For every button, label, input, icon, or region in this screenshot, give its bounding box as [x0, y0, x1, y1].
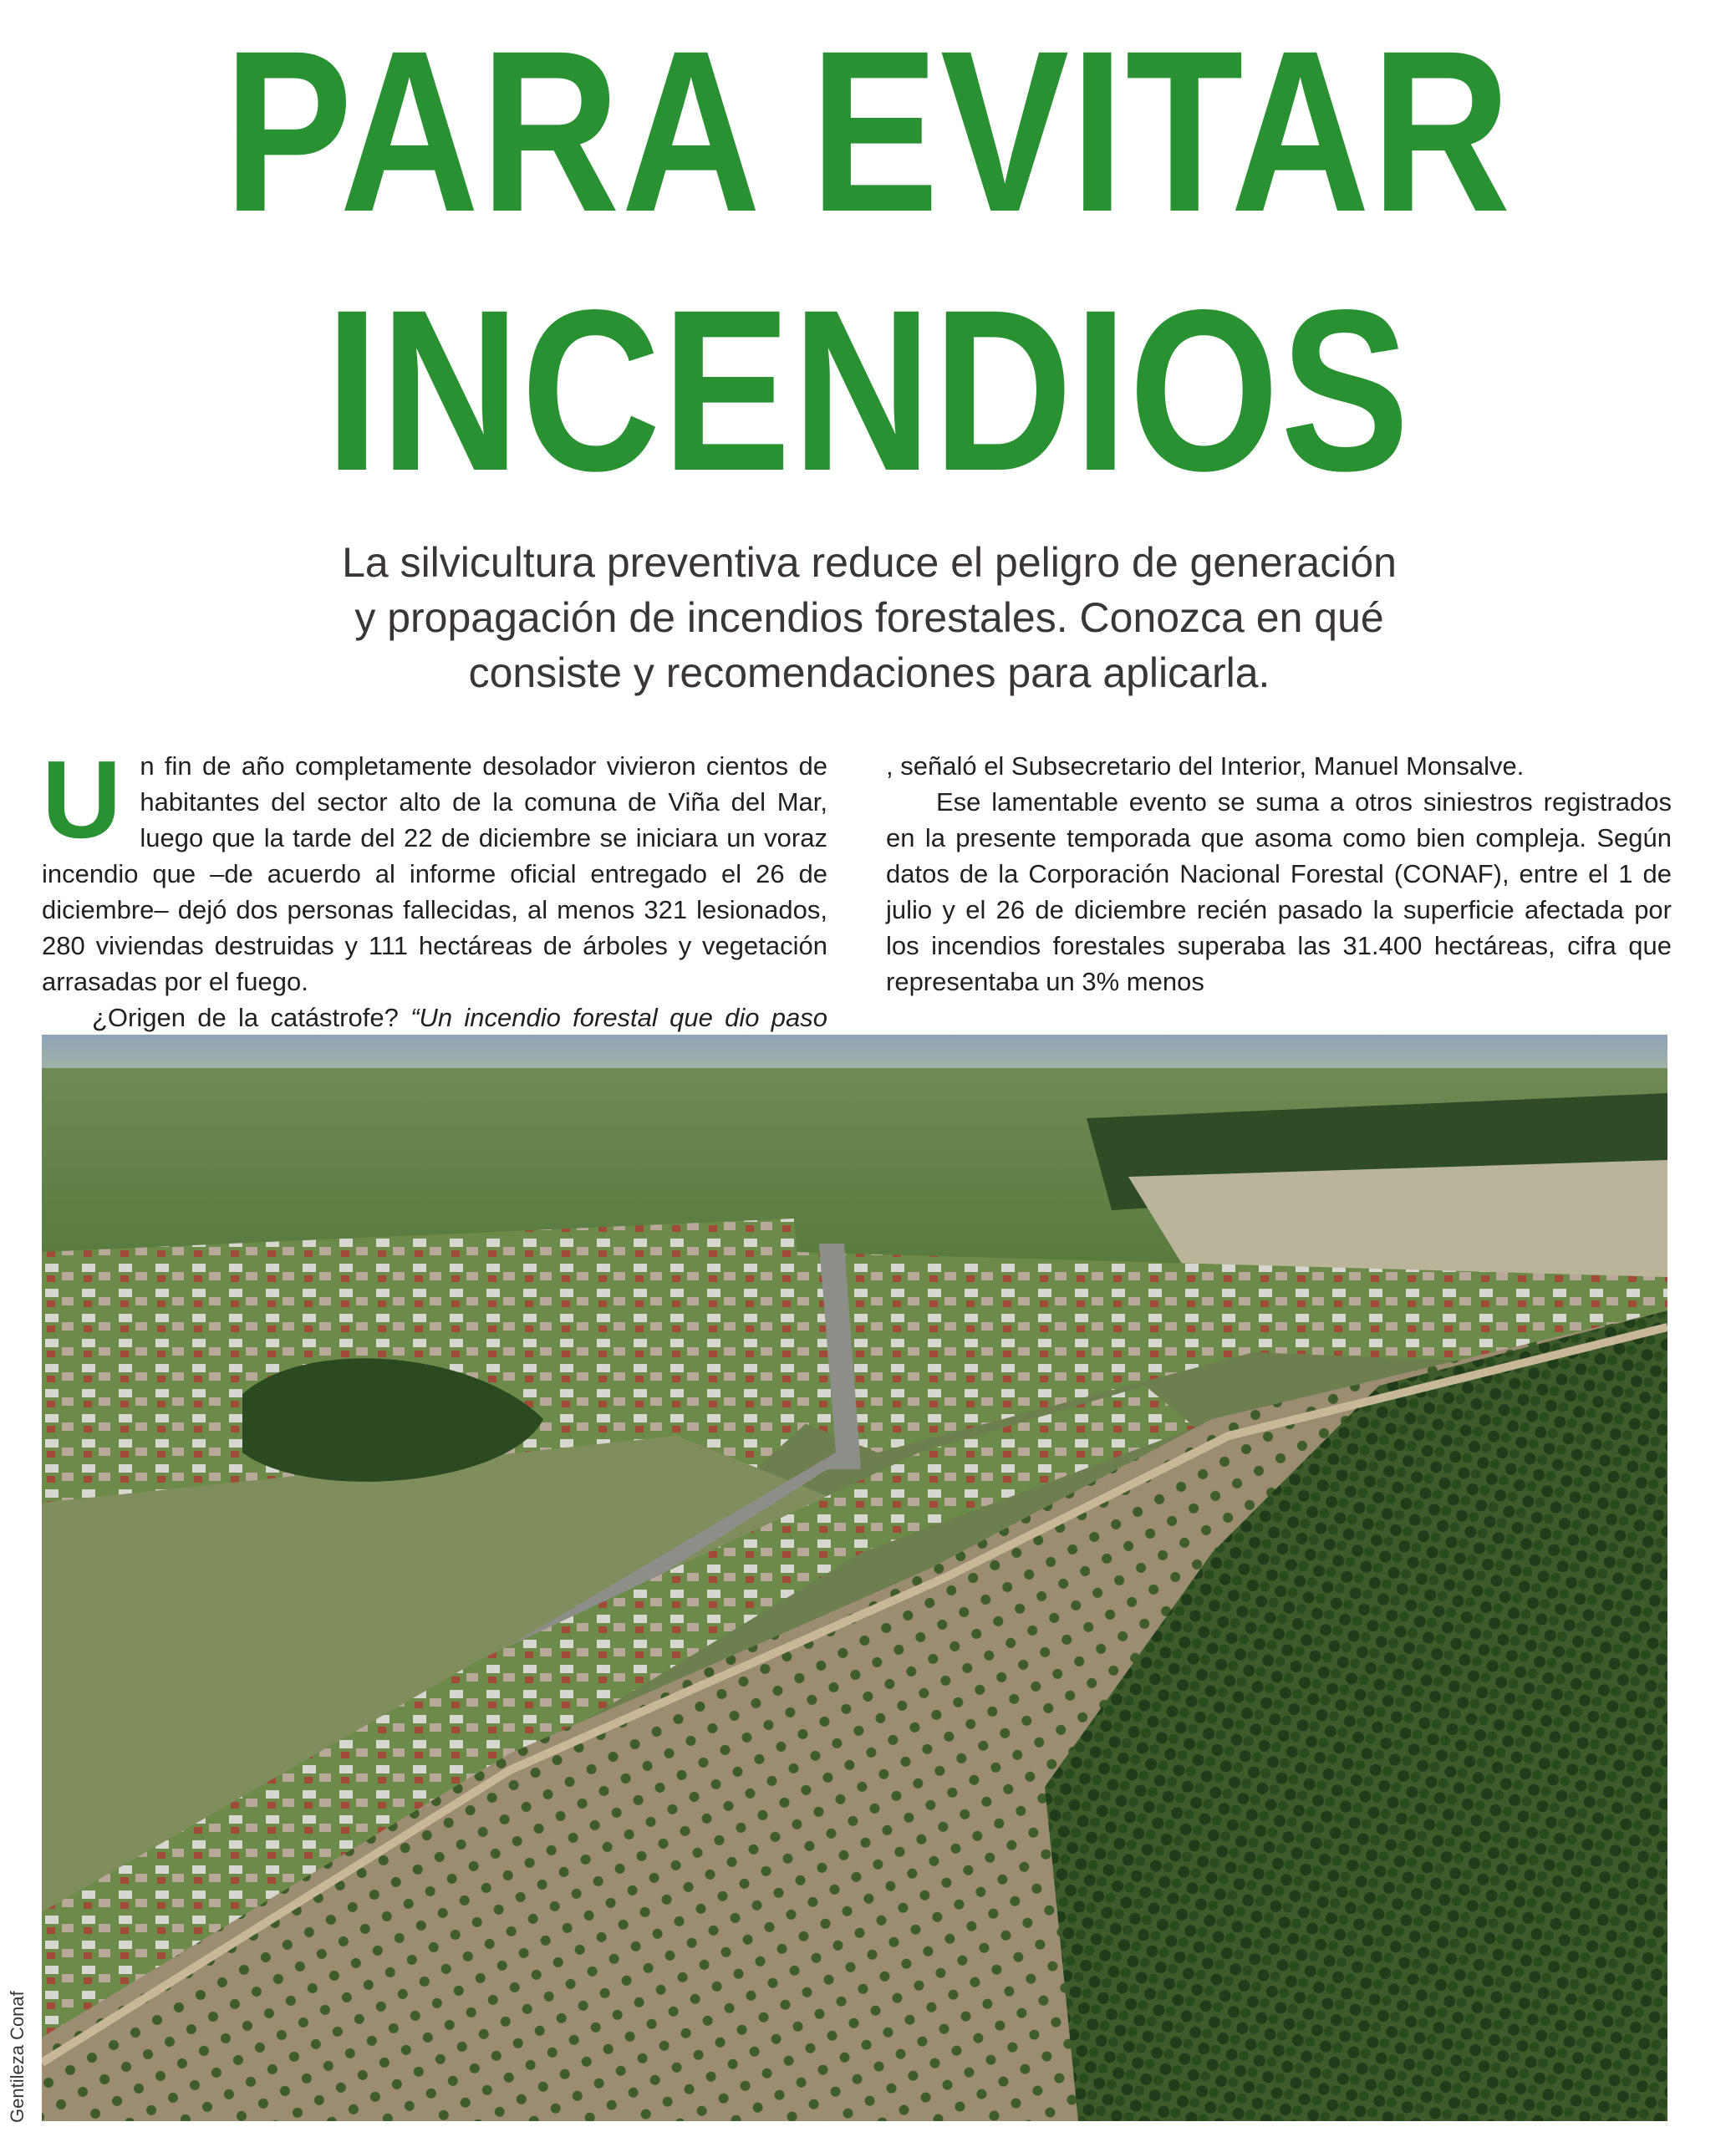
paragraph-2-continued [886, 748, 1672, 784]
body-column-right [886, 748, 1672, 1000]
headline-line-1: PARA EVITAR [223, 3, 1513, 260]
paragraph-1 [42, 738, 827, 1000]
article-deck [234, 535, 1504, 700]
drop-cap: U [42, 738, 122, 861]
body-column-left [42, 738, 827, 1071]
photo-credit: Gentileza Conaf [7, 1991, 28, 2123]
paragraph-2-tail: , señaló el Subsecretario del Interior, Manuel Monsalve. [886, 751, 1525, 781]
headline-line-2: INCENDIOS [325, 262, 1411, 519]
paragraph-2-quote: “Un incendio forestal que dio paso [410, 1003, 827, 1032]
aerial-photo [42, 1035, 1667, 2121]
deck-line-2: y propagación de incendios forestales. Conozca en qué [354, 594, 1384, 641]
deck-line-1: La silvicultura preventiva reduce el peligro de generación [342, 539, 1397, 586]
paragraph-1-text: n fin de año completamente desolador vivieron cientos de habitantes del sector alto de la comuna de Viña del Mar, luego que la tarde del 22 de diciembre se iniciara un voraz incendio que –de acuerdo al informe oficial entregado el 26 de diciembre– dejó dos personas fallecidas, al menos 321 lesionados, 280 viviendas destruidas y 111 hectáreas de árboles y vegetación arrasadas por el fuego. [42, 751, 827, 996]
deck-line-3: consiste y recomendaciones para aplicarla. [468, 649, 1270, 696]
paragraph-3: Ese lamentable evento se suma a otros siniestros registrados en la presente temporada que asoma como bien compleja. Según datos de la Corporación Nacional Forestal (CONAF), entre el 1 de julio y el 26 de diciembre recién pasado la superficie afectada por los incendios forestales superaba las 31.400 hectáreas, cifra que representaba un 3% menos [886, 787, 1672, 996]
paragraph-2-lead: ¿Origen de la catástrofe? [92, 1003, 411, 1032]
